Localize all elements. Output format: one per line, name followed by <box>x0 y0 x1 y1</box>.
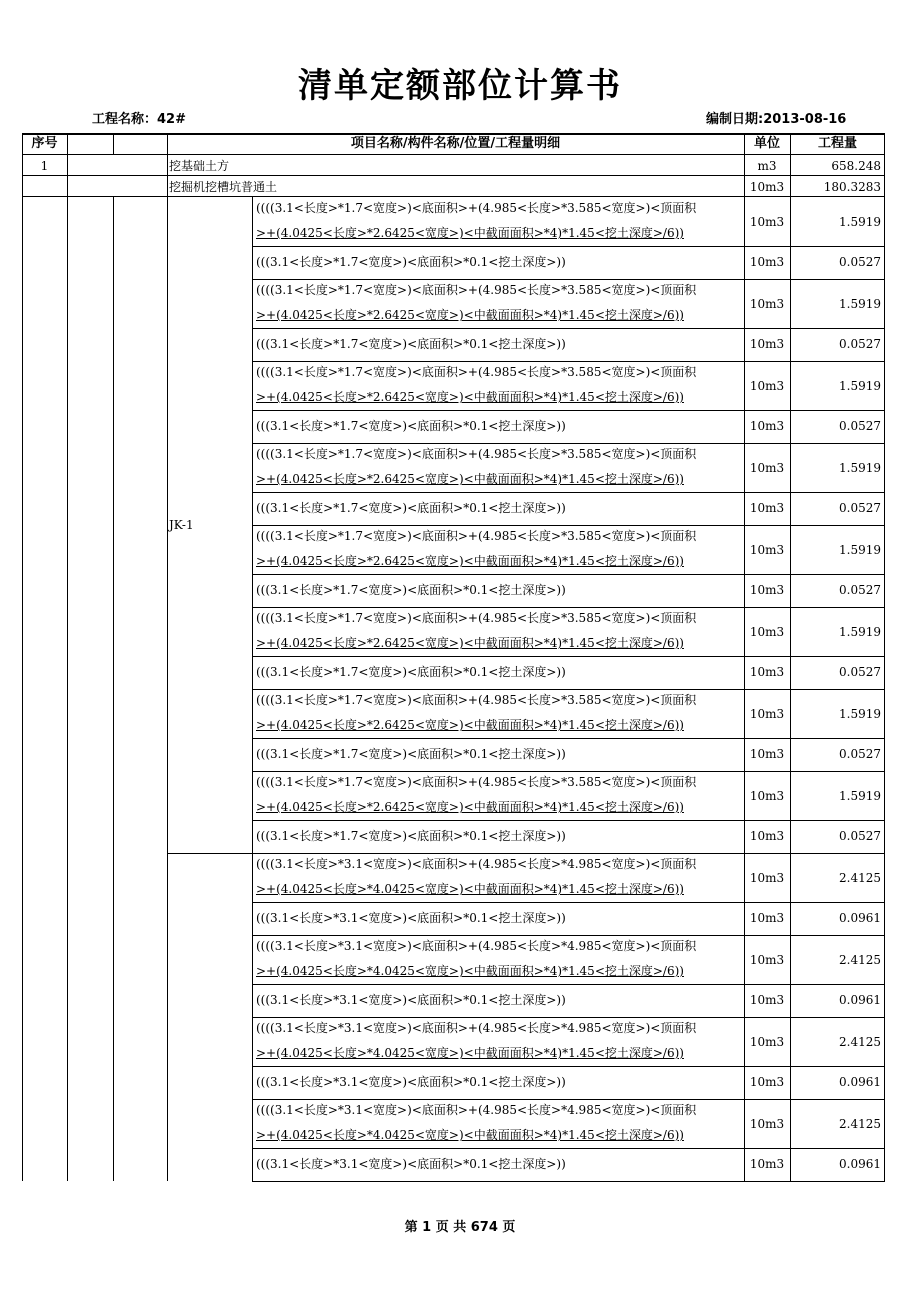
formula-line: ((((3.1<长度>*1.7<宽度>)<底面积>+(4.985<长度>*3.585<宽度>)<顶面积 <box>256 611 697 625</box>
item2-unit: 10m3 <box>749 180 785 194</box>
qty-cell: 1.5919 <box>839 789 881 803</box>
unit-cell: 10m3 <box>749 911 785 925</box>
unit-cell: 10m3 <box>749 337 785 351</box>
qty-cell: 0.0527 <box>839 255 881 269</box>
qty-cell: 2.4125 <box>839 953 881 967</box>
unit-cell: 10m3 <box>749 461 785 475</box>
unit-cell: 10m3 <box>749 707 785 721</box>
formula-line: >+(4.0425<长度>*2.6425<宽度>)<中截面面积>*4)*1.45<挖土深度>/6)) <box>256 308 684 322</box>
formula-line: >+(4.0425<长度>*2.6425<宽度>)<中截面面积>*4)*1.45<挖土深度>/6)) <box>256 472 684 486</box>
unit-cell: 10m3 <box>749 583 785 597</box>
qty-cell: 2.4125 <box>839 1117 881 1131</box>
qty-cell: 0.0527 <box>839 665 881 679</box>
row-line <box>22 175 885 176</box>
header-seq: 序号 <box>31 136 58 151</box>
project-name: 工程名称：42# <box>92 112 186 127</box>
col-line <box>744 133 745 1181</box>
formula-line: (((3.1<长度>*1.7<宽度>)<底面积>*0.1<挖土深度>)) <box>256 255 566 269</box>
header-detail: 项目名称/构件名称/位置/工程量明细 <box>350 136 561 151</box>
item2-qty: 180.3283 <box>823 180 881 194</box>
page-title: 清单定额部位计算书 <box>298 66 622 106</box>
compile-date: 编制日期:2013-08-16 <box>706 112 847 127</box>
formula-line: ((((3.1<长度>*1.7<宽度>)<底面积>+(4.985<长度>*3.585<宽度>)<顶面积 <box>256 201 697 215</box>
qty-cell: 0.0527 <box>839 501 881 515</box>
unit-cell: 10m3 <box>749 829 785 843</box>
col-line <box>790 133 791 1181</box>
qty-cell: 0.0961 <box>839 1157 881 1171</box>
qty-cell: 0.0527 <box>839 829 881 843</box>
qty-cell: 0.0961 <box>839 993 881 1007</box>
qty-cell: 0.0527 <box>839 337 881 351</box>
row-line <box>252 1181 885 1182</box>
row-line <box>22 196 885 197</box>
formula-line: (((3.1<长度>*1.7<宽度>)<底面积>*0.1<挖土深度>)) <box>256 829 566 843</box>
formula-line: ((((3.1<长度>*1.7<宽度>)<底面积>+(4.985<长度>*3.585<宽度>)<顶面积 <box>256 529 697 543</box>
group-line <box>167 853 252 854</box>
unit-cell: 10m3 <box>749 953 785 967</box>
formula-line: ((((3.1<长度>*1.7<宽度>)<底面积>+(4.985<长度>*3.585<宽度>)<顶面积 <box>256 775 697 789</box>
table-top-border <box>22 133 885 135</box>
formula-line: >+(4.0425<长度>*4.0425<宽度>)<中截面面积>*4)*1.45<挖土深度>/6)) <box>256 1046 684 1060</box>
qty-cell: 0.0527 <box>839 747 881 761</box>
formula-line: >+(4.0425<长度>*2.6425<宽度>)<中截面面积>*4)*1.45<挖土深度>/6)) <box>256 636 684 650</box>
formula-line: ((((3.1<长度>*3.1<宽度>)<底面积>+(4.985<长度>*4.985<宽度>)<顶面积 <box>256 1021 697 1035</box>
formula-line: (((3.1<长度>*1.7<宽度>)<底面积>*0.1<挖土深度>)) <box>256 583 566 597</box>
formula-line: >+(4.0425<长度>*2.6425<宽度>)<中截面面积>*4)*1.45<挖土深度>/6)) <box>256 800 684 814</box>
item1-name: 挖基础土方 <box>169 159 230 173</box>
col-line <box>167 133 168 1181</box>
qty-cell: 0.0527 <box>839 583 881 597</box>
qty-cell: 1.5919 <box>839 215 881 229</box>
qty-cell: 1.5919 <box>839 625 881 639</box>
unit-cell: 10m3 <box>749 665 785 679</box>
qty-cell: 0.0961 <box>839 911 881 925</box>
formula-line: (((3.1<长度>*1.7<宽度>)<底面积>*0.1<挖土深度>)) <box>256 419 566 433</box>
page-footer: 第 1 页 共 674 页 <box>404 1220 516 1235</box>
unit-cell: 10m3 <box>749 501 785 515</box>
col-line <box>67 197 68 1181</box>
unit-cell: 10m3 <box>749 379 785 393</box>
unit-cell: 10m3 <box>749 747 785 761</box>
item2-name: 挖掘机挖槽坑普通土 <box>169 180 278 194</box>
formula-line: >+(4.0425<长度>*2.6425<宽度>)<中截面面积>*4)*1.45<挖土深度>/6)) <box>256 390 684 404</box>
item1-seq: 1 <box>40 159 49 173</box>
qty-cell: 1.5919 <box>839 543 881 557</box>
formula-line: (((3.1<长度>*1.7<宽度>)<底面积>*0.1<挖土深度>)) <box>256 337 566 351</box>
unit-cell: 10m3 <box>749 255 785 269</box>
formula-line: (((3.1<长度>*3.1<宽度>)<底面积>*0.1<挖土深度>)) <box>256 911 566 925</box>
formula-line: (((3.1<长度>*1.7<宽度>)<底面积>*0.1<挖土深度>)) <box>256 747 566 761</box>
qty-cell: 1.5919 <box>839 379 881 393</box>
col-line <box>22 133 23 1181</box>
unit-cell: 10m3 <box>749 789 785 803</box>
formula-line: ((((3.1<长度>*3.1<宽度>)<底面积>+(4.985<长度>*4.985<宽度>)<顶面积 <box>256 1103 697 1117</box>
unit-cell: 10m3 <box>749 871 785 885</box>
header-qty: 工程量 <box>817 136 857 151</box>
qty-cell: 2.4125 <box>839 1035 881 1049</box>
formula-line: ((((3.1<长度>*1.7<宽度>)<底面积>+(4.985<长度>*3.585<宽度>)<顶面积 <box>256 365 697 379</box>
unit-cell: 10m3 <box>749 543 785 557</box>
qty-cell: 1.5919 <box>839 297 881 311</box>
formula-line: ((((3.1<长度>*1.7<宽度>)<底面积>+(4.985<长度>*3.585<宽度>)<顶面积 <box>256 447 697 461</box>
unit-cell: 10m3 <box>749 297 785 311</box>
qty-cell: 0.0961 <box>839 1075 881 1089</box>
header-bottom-line <box>22 154 885 155</box>
formula-line: (((3.1<长度>*3.1<宽度>)<底面积>*0.1<挖土深度>)) <box>256 1075 566 1089</box>
qty-cell: 2.4125 <box>839 871 881 885</box>
formula-line: (((3.1<长度>*1.7<宽度>)<底面积>*0.1<挖土深度>)) <box>256 501 566 515</box>
formula-line: >+(4.0425<长度>*4.0425<宽度>)<中截面面积>*4)*1.45<挖土深度>/6)) <box>256 964 684 978</box>
formula-line: ((((3.1<长度>*3.1<宽度>)<底面积>+(4.985<长度>*4.985<宽度>)<顶面积 <box>256 857 697 871</box>
formula-line: >+(4.0425<长度>*4.0425<宽度>)<中截面面积>*4)*1.45<挖土深度>/6)) <box>256 1128 684 1142</box>
item1-unit: m3 <box>757 159 777 173</box>
formula-line: ((((3.1<长度>*3.1<宽度>)<底面积>+(4.985<长度>*4.985<宽度>)<顶面积 <box>256 939 697 953</box>
col-line <box>252 197 253 1181</box>
formula-line: ((((3.1<长度>*1.7<宽度>)<底面积>+(4.985<长度>*3.585<宽度>)<顶面积 <box>256 693 697 707</box>
col-line <box>884 133 885 1181</box>
col-line <box>67 133 68 197</box>
qty-cell: 1.5919 <box>839 461 881 475</box>
formula-line: >+(4.0425<长度>*2.6425<宽度>)<中截面面积>*4)*1.45<挖土深度>/6)) <box>256 554 684 568</box>
col-line <box>113 197 114 1181</box>
formula-line: >+(4.0425<长度>*2.6425<宽度>)<中截面面积>*4)*1.45<挖土深度>/6)) <box>256 718 684 732</box>
formula-line: >+(4.0425<长度>*4.0425<宽度>)<中截面面积>*4)*1.45<挖土深度>/6)) <box>256 882 684 896</box>
unit-cell: 10m3 <box>749 1035 785 1049</box>
formula-line: >+(4.0425<长度>*2.6425<宽度>)<中截面面积>*4)*1.45<挖土深度>/6)) <box>256 226 684 240</box>
calculation-table <box>22 133 885 1178</box>
qty-cell: 1.5919 <box>839 707 881 721</box>
unit-cell: 10m3 <box>749 215 785 229</box>
qty-cell: 0.0527 <box>839 419 881 433</box>
component-label: JK-1 <box>169 518 194 532</box>
col-line <box>113 133 114 155</box>
formula-line: ((((3.1<长度>*1.7<宽度>)<底面积>+(4.985<长度>*3.585<宽度>)<顶面积 <box>256 283 697 297</box>
unit-cell: 10m3 <box>749 993 785 1007</box>
unit-cell: 10m3 <box>749 1157 785 1171</box>
item1-qty: 658.248 <box>831 159 881 173</box>
unit-cell: 10m3 <box>749 419 785 433</box>
formula-line: (((3.1<长度>*3.1<宽度>)<底面积>*0.1<挖土深度>)) <box>256 1157 566 1171</box>
unit-cell: 10m3 <box>749 1075 785 1089</box>
unit-cell: 10m3 <box>749 625 785 639</box>
formula-line: (((3.1<长度>*1.7<宽度>)<底面积>*0.1<挖土深度>)) <box>256 665 566 679</box>
formula-line: (((3.1<长度>*3.1<宽度>)<底面积>*0.1<挖土深度>)) <box>256 993 566 1007</box>
header-unit: 单位 <box>753 136 780 151</box>
unit-cell: 10m3 <box>749 1117 785 1131</box>
